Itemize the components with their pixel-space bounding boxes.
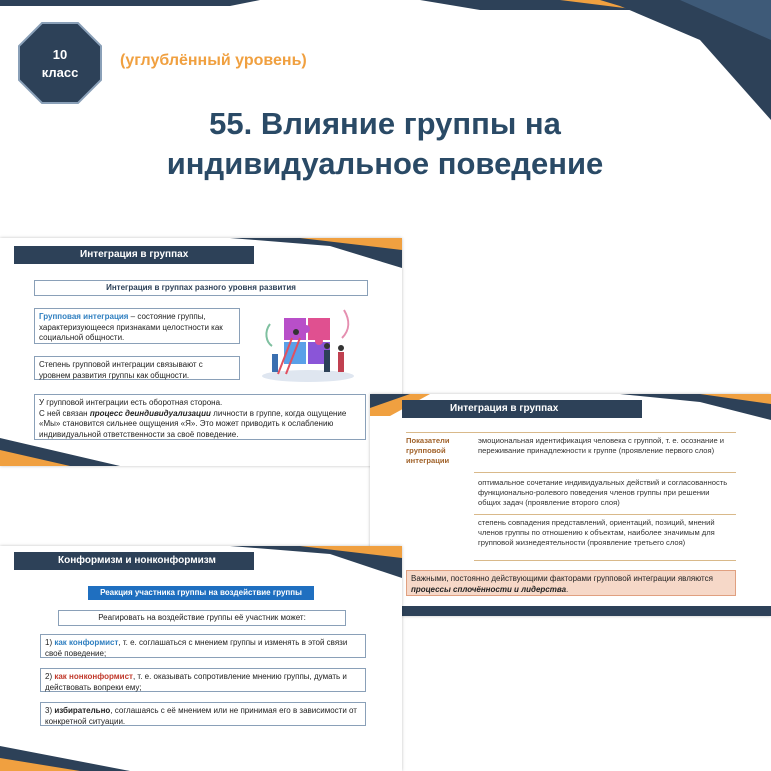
slide-title-bar: Интеграция в группах — [402, 400, 642, 418]
factors-box — [406, 570, 736, 596]
grade-number: 10 — [52, 47, 68, 62]
grade-word: класс — [41, 65, 79, 80]
bottom-post: личности в группе, когда ощущение «Мы» становится сильнее ощущения «Я». Это может приводить к ослаблению индивидуальной ответственности за своё поведение. — [39, 408, 347, 439]
bottom-box — [34, 394, 366, 440]
option-nonconformist — [40, 668, 366, 692]
grade-label — [18, 46, 102, 82]
option-number: 1) — [45, 638, 55, 647]
option-term: избирательно — [54, 706, 111, 715]
indicator-row: оптимальное сочетание индивидуальных действий и согласованность функционально-ролевого поведения членов группы при решении общих задач (проявление второго слоя) — [478, 478, 728, 507]
bottom-line1: У групповой интеграции есть оборотная сторона. — [39, 398, 223, 407]
grade-badge — [18, 22, 102, 104]
option-number: 3) — [45, 706, 55, 715]
intro-box: Реагировать на воздействие группы её участник может: — [58, 610, 346, 626]
level-box: Степень групповой интеграции связывают с уровнем развития группы как общности. — [34, 356, 240, 380]
indicator-row: эмоциональная идентификация человека с группой, т. е. осознание и переживание принадлежности к группе (проявление первого слоя) — [478, 436, 725, 455]
level-label: (углублённый уровень) — [120, 52, 307, 69]
divider — [474, 514, 736, 515]
definition-term: Групповая интеграция — [39, 312, 129, 321]
option-number: 2) — [45, 672, 55, 681]
factors-term: процессы сплочённости и лидерства — [411, 584, 567, 594]
slide-title-bar: Конформизм и нонконформизм — [14, 552, 254, 570]
slide-integration-indicators — [370, 394, 771, 616]
indicator-row: степень совпадения представлений, ориентаций, позиций, мнений членов группы по отношению к объектам, наиболее значимым для групповой жизнедеятельности (проявление третьего слоя) — [478, 518, 715, 547]
slide-subtitle: Реакция участника группы на воздействие группы — [88, 586, 314, 600]
option-text: , т. е. оказывать сопротивление мнению группы, думать и действовать вопреки ему; — [45, 672, 347, 692]
definition-text: – состояние группы, характеризующееся признаками целостности как социальной общности. — [39, 312, 223, 342]
bottom-pre: С ней связан — [39, 408, 90, 418]
divider — [406, 432, 736, 433]
option-text: , соглашаясь с её мнением или не принимая его в зависимости от конкретной ситуации. — [45, 706, 357, 726]
option-selective — [40, 702, 366, 726]
page-title: 55. Влияние группы на индивидуальное поведение — [166, 106, 604, 181]
option-text: , т. е. соглашаться с мнением группы и изменять в этой связи своё поведение; — [45, 638, 348, 658]
definition-box — [34, 308, 240, 344]
puzzle-team-illustration — [258, 304, 358, 384]
bottom-term: процесс деиндивидуализации — [89, 408, 211, 418]
slide-integration-levels — [0, 238, 402, 466]
slide-conformism — [0, 546, 402, 771]
factors-pre: Важными, постоянно действующими факторами групповой интеграции являются — [411, 574, 713, 583]
slide-subtitle: Интеграция в группах разного уровня развития — [34, 280, 368, 296]
indicators-label: Показатели групповой интеграции — [406, 436, 450, 465]
option-conformist — [40, 634, 366, 658]
slide-title-bar: Интеграция в группах — [14, 246, 254, 264]
factors-post: . — [566, 584, 569, 594]
divider — [474, 472, 736, 473]
option-term: как конформист — [54, 638, 119, 647]
divider — [474, 560, 736, 561]
option-term: как нонконформист — [54, 672, 133, 681]
